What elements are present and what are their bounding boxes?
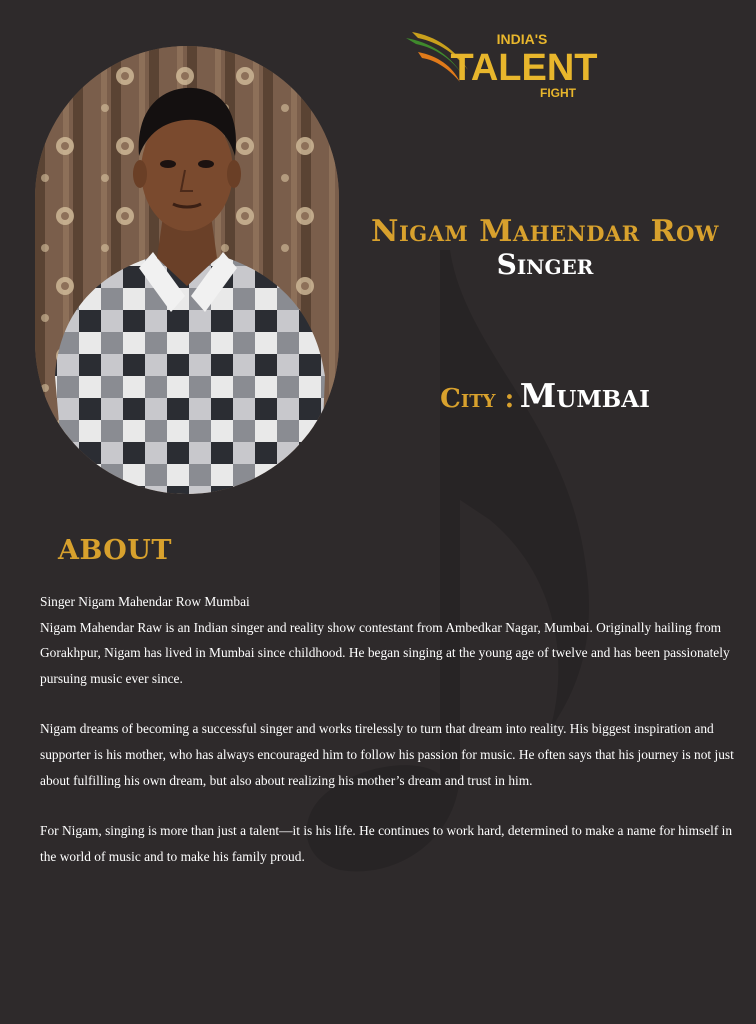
city-label: City : — [440, 384, 515, 414]
logo-line2: TALENT — [450, 47, 598, 89]
indias-talent-fight-logo — [404, 24, 604, 104]
about-paragraph-2: Nigam dreams of becoming a successful singer and works tirelessly to turn that dream into reality. His biggest inspiration and supporter is his mother, who has always encouraged him to follow his passion for music. He often says that his journey is not just about fulfilling his own dream, but also about realizing his mother’s dream and trust in him. — [40, 721, 734, 788]
logo-line3: FIGHT — [540, 86, 576, 100]
about-heading: ABOUT — [58, 535, 172, 566]
city-line — [340, 376, 750, 415]
about-paragraph-1: Nigam Mahendar Raw is an Indian singer and reality show contestant from Ambedkar Nagar, Mumbai. Originally hailing from Gorakhpur, Nigam has lived in Mumbai since childhood. He began singing at the young age of twelve and has been passionately pursuing music ever since. — [40, 619, 730, 686]
about-subtitle: Singer Nigam Mahendar Row Mumbai — [40, 594, 250, 609]
logo-line1: INDIA'S — [496, 31, 548, 47]
contestant-role: Singer — [496, 248, 594, 281]
about-paragraph-3: For Nigam, singing is more than just a talent—it is his life. He continues to work hard, determined to make a name for himself in the world of music and to make his family proud. — [40, 823, 733, 864]
profile-photo — [35, 46, 339, 494]
contestant-name: Nigam Mahendar Row — [371, 214, 719, 249]
city-value: Mumbai — [519, 376, 650, 415]
about-section — [40, 589, 740, 869]
portrait-image — [35, 46, 339, 494]
